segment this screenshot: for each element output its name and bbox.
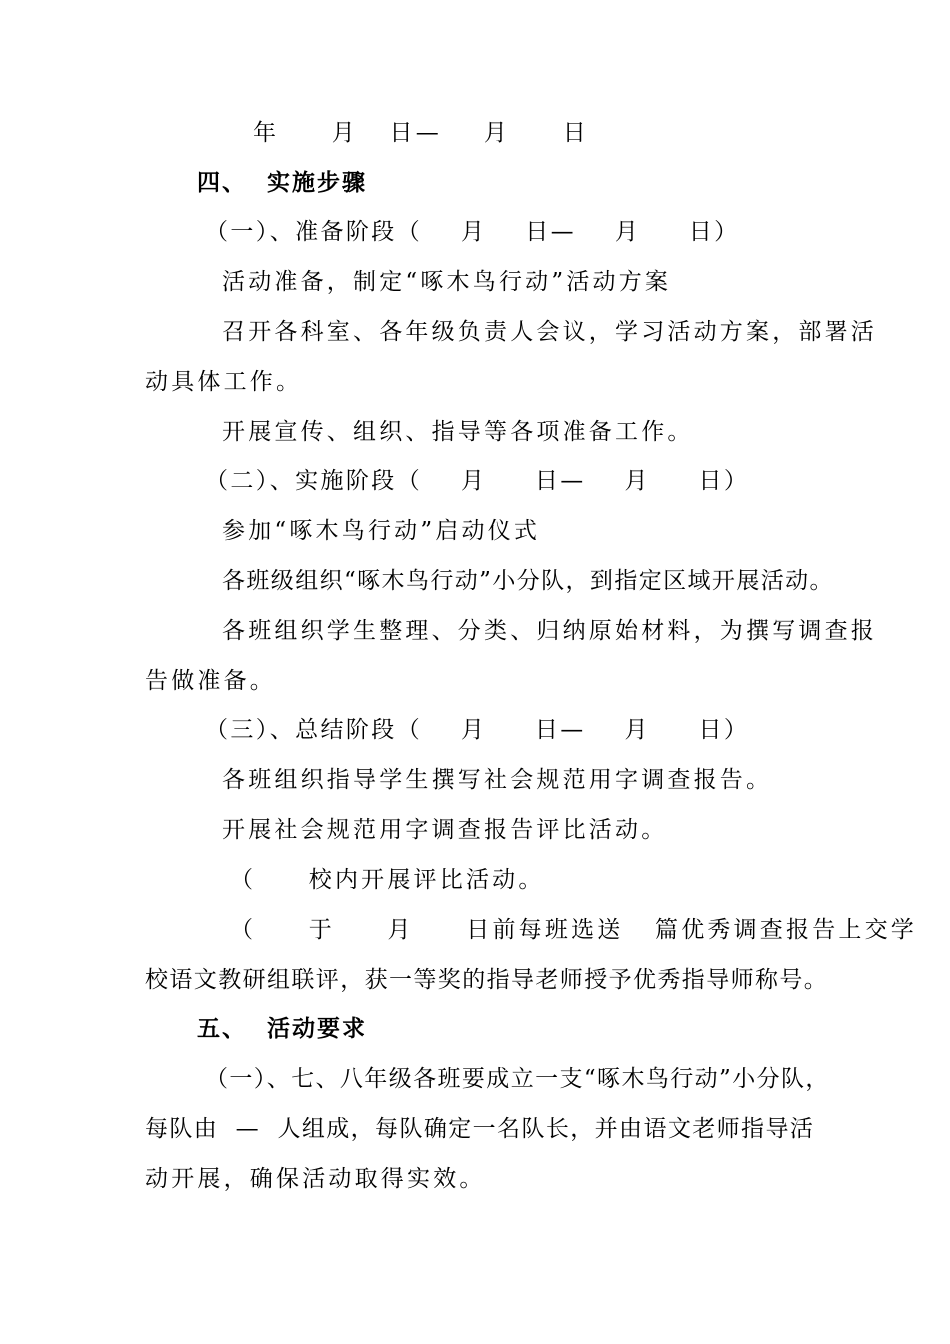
paragraph-line: 动具体工作。 (145, 369, 303, 395)
paragraph-line: 各班组织指导学生撰写社会规范用字调查报告。 (222, 767, 773, 793)
paragraph-line: 动开展，确保活动取得实效。 (145, 1166, 486, 1192)
paragraph-line: 告做准备。 (145, 668, 276, 694)
paragraph-line: （一）、七、八年级各班要成立一支“啄木鸟行动”小分队， (205, 1066, 830, 1092)
subsection-heading-impl: （二）、实施阶段（ 月 日— 月 日） (205, 468, 750, 494)
paragraph-line: （ 校内开展评比活动。 (230, 867, 545, 893)
paragraph-line: 召开各科室、各年级负责人会议，学习活动方案，部署活 (222, 319, 877, 345)
paragraph-line: 每队由 — 人组成，每队确定一名队长，并由语文老师指导活 (145, 1116, 815, 1142)
paragraph-line: 参加“啄木鸟行动”启动仪式 (222, 518, 541, 544)
section-heading-4: 四、 实施步骤 (197, 170, 368, 196)
paragraph-line: 开展社会规范用字调查报告评比活动。 (222, 817, 668, 843)
paragraph-line: 开展宣传、组织、指导等各项准备工作。 (222, 419, 694, 445)
paragraph-line: 各班级组织“啄木鸟行动”小分队，到指定区域开展活动。 (222, 568, 834, 594)
subsection-heading-summary: （三）、总结阶段（ 月 日— 月 日） (205, 717, 750, 743)
subsection-heading-prep: （一）、准备阶段（ 月 日— 月 日） (205, 219, 740, 245)
section-heading-5: 五、 活动要求 (197, 1016, 368, 1042)
paragraph-line: 校语文教研组联评，获一等奖的指导老师授予优秀指导师称号。 (145, 967, 829, 993)
paragraph-line: 各班组织学生整理、分类、归纳原始材料，为撰写调查报 (222, 618, 877, 644)
paragraph-line: 活动准备，制定“啄木鸟行动”活动方案 (222, 269, 672, 295)
date-range-line: 年 月 日— 月 日 (253, 120, 589, 146)
paragraph-line: （ 于 月 日前每班选送 篇优秀调查报告上交学 (230, 917, 917, 943)
